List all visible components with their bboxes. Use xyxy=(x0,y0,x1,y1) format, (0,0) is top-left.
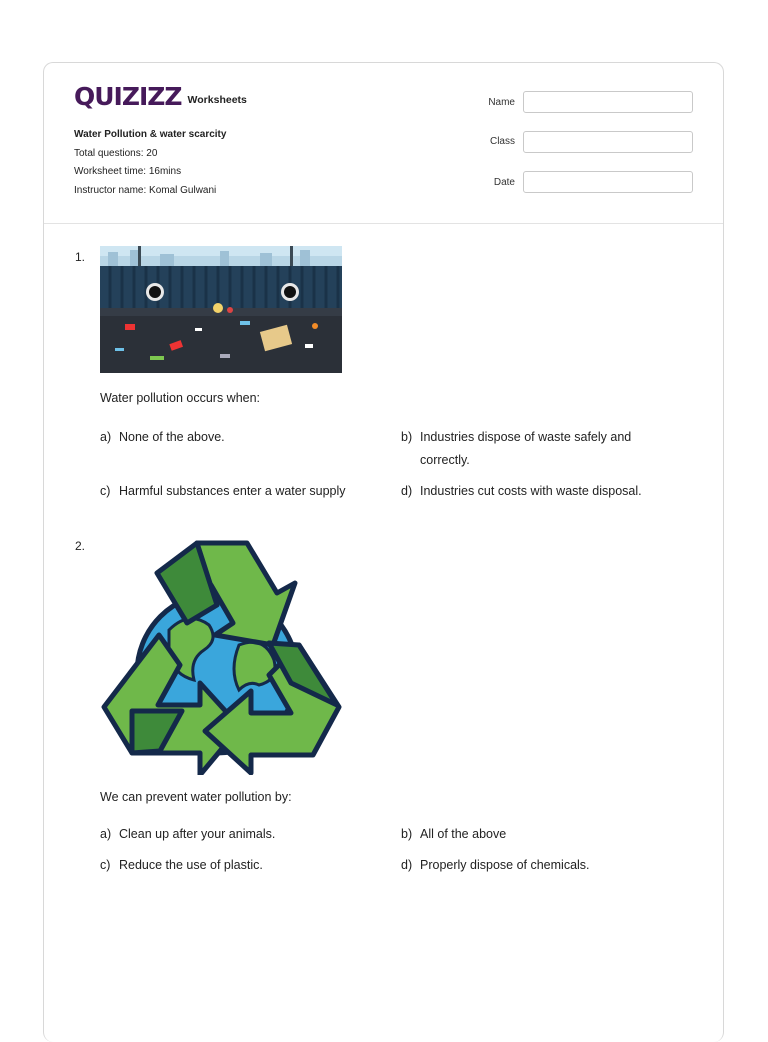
question-1-number: 1. xyxy=(75,250,86,264)
quizizz-logo xyxy=(74,82,247,111)
question-1-option-d[interactable] xyxy=(401,480,681,503)
question-2-option-a[interactable] xyxy=(100,823,380,846)
question-1-text: Water pollution occurs when: xyxy=(100,391,261,405)
question-2-option-c[interactable] xyxy=(100,854,380,877)
option-text: Industries dispose of waste safely and correctly. xyxy=(420,430,632,467)
option-key: d) xyxy=(401,484,413,498)
worksheet-header xyxy=(44,63,723,224)
question-2-number: 2. xyxy=(75,539,86,553)
option-text: Reduce the use of plastic. xyxy=(119,858,263,872)
question-1-option-b[interactable] xyxy=(401,426,671,472)
date-field[interactable] xyxy=(523,171,693,193)
option-key: a) xyxy=(100,827,112,841)
total-questions: Total questions: 20 xyxy=(74,147,158,159)
brand-subtitle: Worksheets xyxy=(187,94,247,106)
question-1-option-a[interactable] xyxy=(100,426,380,449)
question-2-option-b[interactable] xyxy=(401,823,671,846)
worksheet-title: Water Pollution & water scarcity xyxy=(74,129,227,140)
question-2-text: We can prevent water pollution by: xyxy=(100,790,292,804)
worksheet-meta xyxy=(74,126,226,200)
brand-wordmark: QUIZIZZ xyxy=(74,82,182,111)
option-text: Clean up after your animals. xyxy=(119,827,276,841)
option-key: c) xyxy=(100,858,111,872)
option-key: b) xyxy=(401,827,413,841)
name-field[interactable] xyxy=(523,91,693,113)
option-text: None of the above. xyxy=(119,430,225,444)
recycle-earth-icon xyxy=(99,535,343,775)
option-text: Harmful substances enter a water supply xyxy=(119,484,346,498)
class-label: Class xyxy=(489,136,515,147)
polluted-water-illustration xyxy=(100,246,342,373)
option-text: All of the above xyxy=(420,827,507,841)
worksheet-card xyxy=(43,62,724,1042)
option-key: a) xyxy=(100,430,112,444)
option-text: Industries cut costs with waste disposal. xyxy=(420,484,642,498)
worksheet-time: Worksheet time: 16mins xyxy=(74,166,182,177)
instructor-name: Instructor name: Komal Gulwani xyxy=(74,184,217,196)
option-key: c) xyxy=(100,484,111,498)
option-key: b) xyxy=(401,430,413,444)
date-label: Date xyxy=(493,177,515,188)
option-text: Properly dispose of chemicals. xyxy=(420,858,590,872)
option-key: d) xyxy=(401,858,413,872)
question-1-option-c[interactable] xyxy=(100,480,390,503)
name-label: Name xyxy=(488,97,515,108)
question-2-option-d[interactable] xyxy=(401,854,671,877)
class-field[interactable] xyxy=(523,131,693,153)
